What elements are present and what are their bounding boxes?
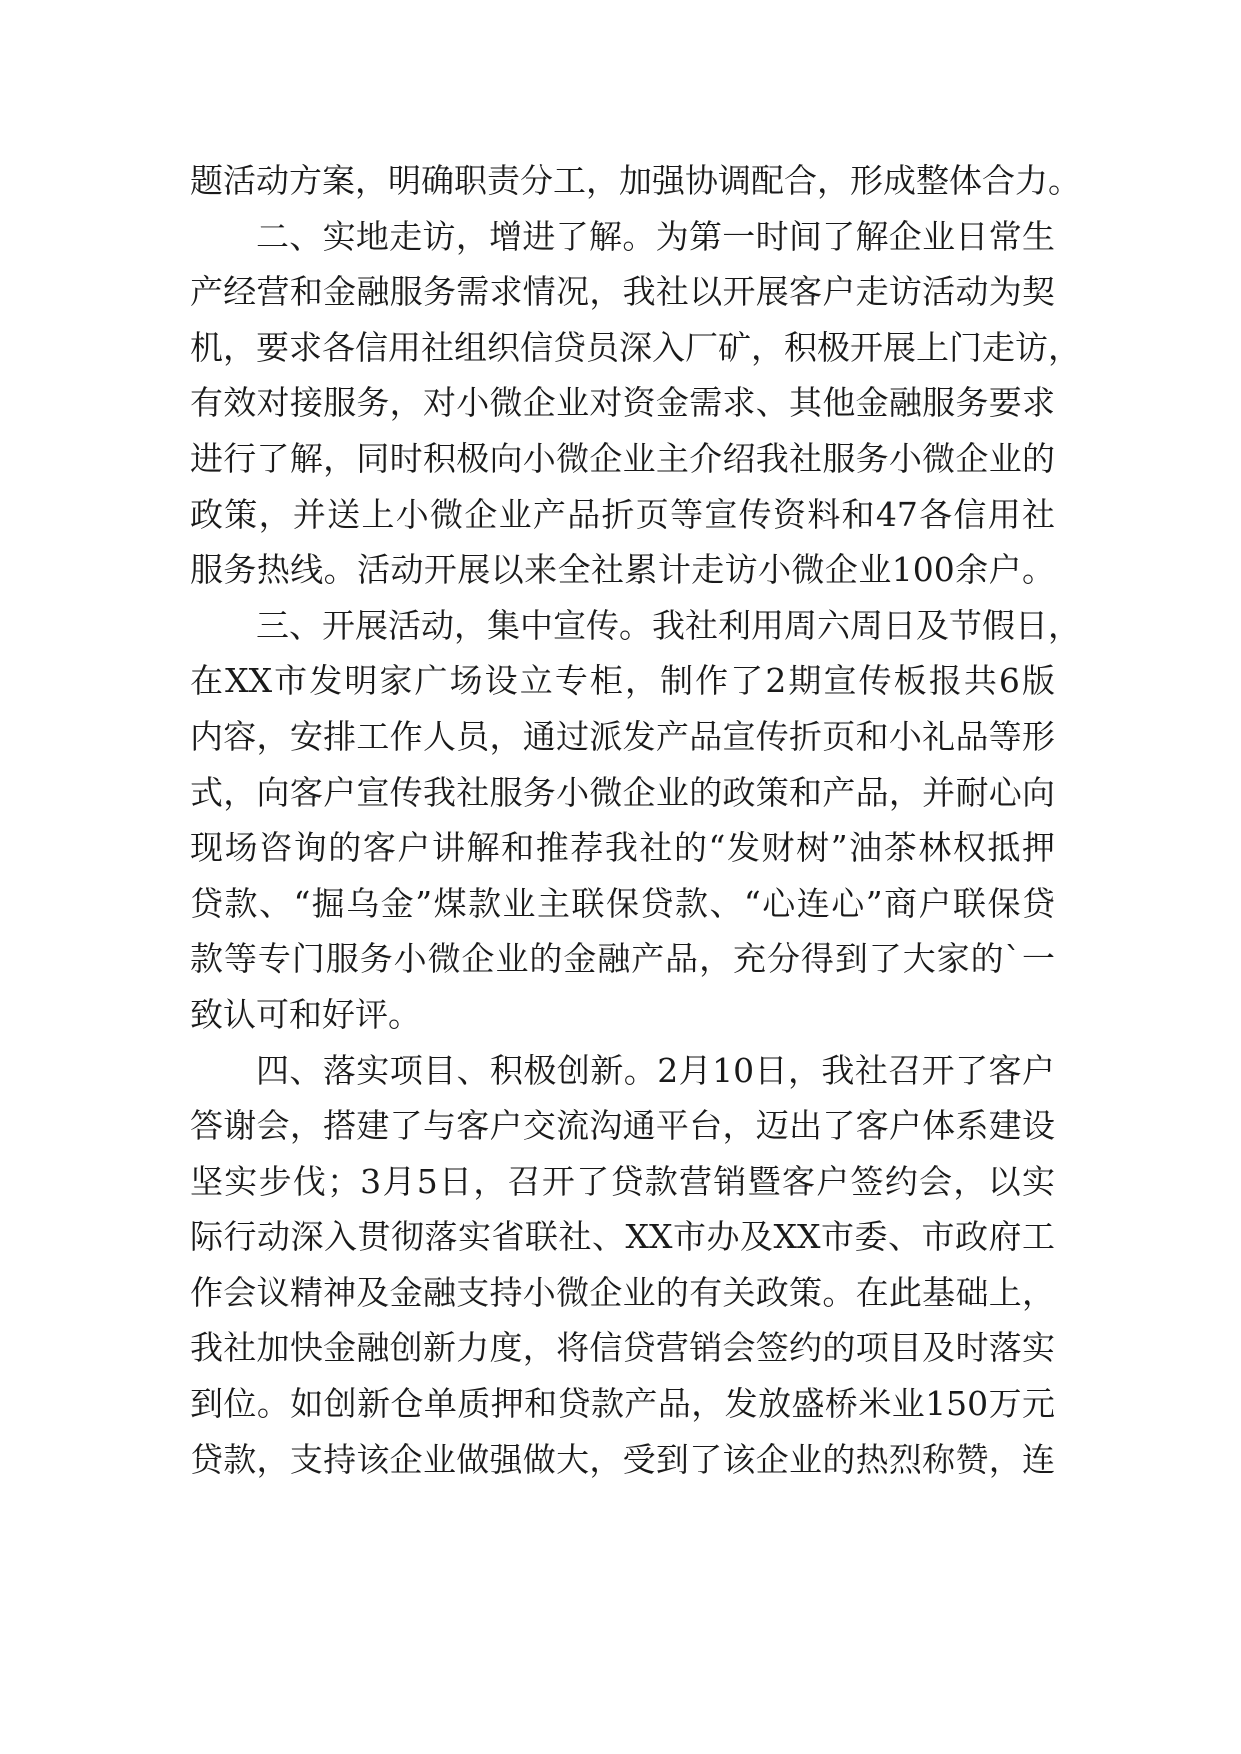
text-line: 机，要求各信用社组织信贷员深入厂矿，积极开展上门走访， (190, 327, 1081, 367)
text-line: 答谢会，搭建了与客户交流沟通平台，迈出了客户体系建设 (190, 1106, 1055, 1146)
text-line: 到位。如创新仓单质押和贷款产品，发放盛桥米业150万元 (190, 1384, 1055, 1424)
text-line: 坚实步伐；3月5日，召开了贷款营销暨客户签约会，以实 (190, 1161, 1055, 1201)
text-line: 作会议精神及金融支持小微企业的有关政策。在此基础上， (190, 1272, 1055, 1312)
paragraph-heading-line: 四、落实项目、积极创新。2月10日，我社召开了客户 (256, 1050, 1055, 1090)
text-line: 贷款、“掘乌金”煤款业主联保贷款、“心连心”商户联保贷 (190, 883, 1055, 923)
text-line: 进行了解，同时积极向小微企业主介绍我社服务小微企业的 (190, 438, 1055, 478)
document-body (190, 153, 1081, 1487)
text-line: 式，向客户宣传我社服务小微企业的政策和产品，并耐心向 (190, 772, 1055, 812)
text-line: 题活动方案，明确职责分工，加强协调配合，形成整体合力。 (190, 161, 1081, 200)
text-line: 际行动深入贯彻落实省联社、XX市办及XX市委、市政府工 (190, 1217, 1055, 1257)
text-line: 款等专门服务小微企业的金融产品，充分得到了大家的`一 (190, 939, 1055, 979)
text-line: 我社加快金融创新力度，将信贷营销会签约的项目及时落实 (190, 1328, 1055, 1368)
text-line: 现场咨询的客户讲解和推荐我社的“发财树”油茶林权抵押 (190, 828, 1055, 868)
text-line: 在XX市发明家广场设立专柜，制作了2期宣传板报共6版 (190, 661, 1055, 701)
text-line: 政策，并送上小微企业产品折页等宣传资料和47各信用社 (190, 494, 1055, 534)
text-line: 致认可和好评。 (190, 994, 421, 1034)
paragraph-heading-line: 二、实地走访，增进了解。为第一时间了解企业日常生 (256, 216, 1055, 256)
text-line: 服务热线。活动开展以来全社累计走访小微企业100余户。 (190, 550, 1055, 590)
text-line: 产经营和金融服务需求情况，我社以开展客户走访活动为契 (190, 272, 1055, 312)
text-line: 贷款，支持该企业做强做大，受到了该企业的热烈称赞，连 (190, 1439, 1055, 1479)
paragraph-heading-line: 三、开展活动，集中宣传。我社利用周六周日及节假日， (256, 605, 1081, 645)
text-line: 内容，安排工作人员，通过派发产品宣传折页和小礼品等形 (190, 716, 1055, 756)
text-line: 有效对接服务，对小微企业对资金需求、其他金融服务要求 (190, 383, 1055, 423)
